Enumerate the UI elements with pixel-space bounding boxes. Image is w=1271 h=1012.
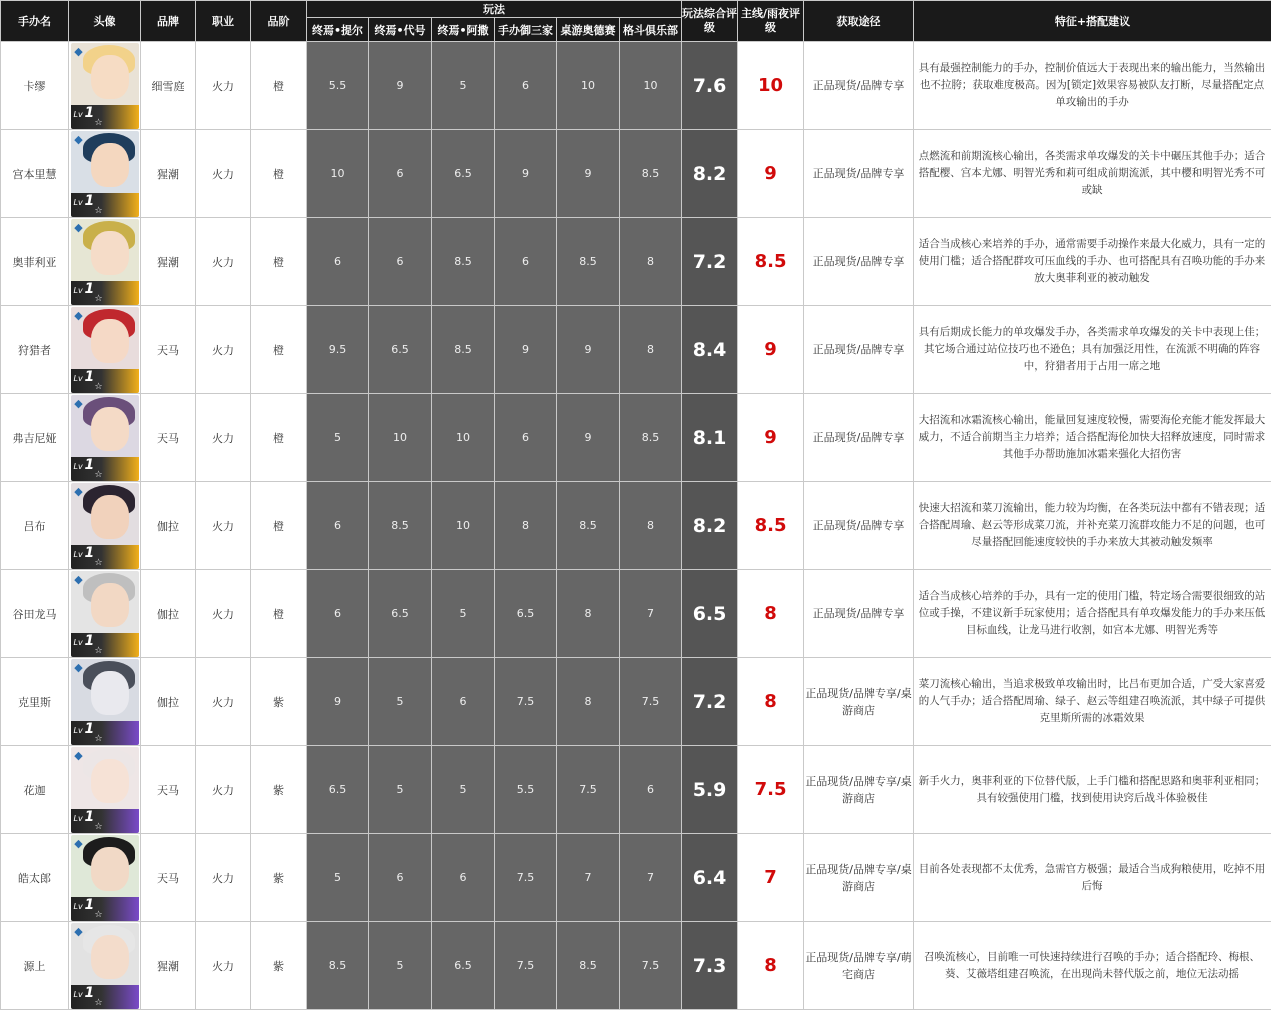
mode-score: 8.5	[307, 922, 369, 1010]
header-overall: 玩法综合评级	[682, 1, 738, 42]
mainline-rating: 8.5	[738, 482, 804, 570]
overall-rating: 7.2	[682, 218, 738, 306]
mode-score: 6.5	[307, 746, 369, 834]
avatar-cell	[69, 922, 141, 1010]
avatar-cell	[69, 834, 141, 922]
mode-score: 10	[432, 394, 495, 482]
mainline-rating: 7.5	[738, 746, 804, 834]
brand-emblem-icon: ◆	[74, 836, 83, 850]
job-cell: 火力	[196, 570, 251, 658]
avatar-cell	[69, 746, 141, 834]
star-icon: ☆	[94, 557, 103, 568]
job-cell: 火力	[196, 746, 251, 834]
character-portrait-icon	[91, 671, 129, 715]
level-label: Lv	[73, 197, 83, 207]
source-route: 正品现货/品牌专享	[804, 130, 914, 218]
overall-rating: 8.2	[682, 482, 738, 570]
overall-rating: 7.3	[682, 922, 738, 1010]
feature-text: 快速大招流和菜刀流输出，能力较为均衡，在各类玩法中都有不错表现；适合搭配周瑜、赵云等形成菜刀流，并补充菜刀流群攻能力不足的问题，也可尽量搭配回能速度较快的手办来放大其被动触发频率	[914, 482, 1271, 570]
level-value: 1	[84, 544, 95, 561]
brand-emblem-icon: ◆	[74, 484, 83, 498]
mode-score: 8	[495, 482, 557, 570]
overall-rating: 8.2	[682, 130, 738, 218]
brand-cell: 伽拉	[141, 570, 196, 658]
feature-text: 适合当成核心培养的手办，具有一定的使用门槛，特定场合需要很细致的站位或手操，不建议新手玩家使用；适合搭配具有单攻爆发能力的手办来压低目标血线，让龙马进行收割，如宫本尤娜、明智光秀等	[914, 570, 1271, 658]
mode-score: 7	[620, 834, 682, 922]
grade-cell: 橙	[251, 394, 307, 482]
header-mode-3: 终焉•阿撒	[432, 18, 495, 42]
star-icon: ☆	[94, 381, 103, 392]
mode-score: 10	[432, 482, 495, 570]
mode-score: 7.5	[557, 746, 620, 834]
grade-cell: 紫	[251, 658, 307, 746]
mode-score: 6	[620, 746, 682, 834]
table-row	[1, 394, 1271, 482]
avatar-cell	[69, 394, 141, 482]
star-icon: ☆	[94, 645, 103, 656]
character-portrait-icon	[91, 495, 129, 539]
mode-score: 6.5	[369, 306, 432, 394]
star-icon: ☆	[94, 205, 103, 216]
mode-score: 5.5	[307, 42, 369, 130]
mode-score: 6	[432, 834, 495, 922]
mode-score: 5	[307, 834, 369, 922]
brand-emblem-icon: ◆	[74, 132, 83, 146]
job-cell: 火力	[196, 218, 251, 306]
header-name: 手办名	[1, 1, 69, 42]
table-row	[1, 130, 1271, 218]
brand-cell: 天马	[141, 834, 196, 922]
brand-cell: 猩潮	[141, 218, 196, 306]
mainline-rating: 8.5	[738, 218, 804, 306]
brand-cell: 猩潮	[141, 922, 196, 1010]
mode-score: 6	[369, 130, 432, 218]
mode-score: 8.5	[432, 306, 495, 394]
brand-cell: 细雪庭	[141, 42, 196, 130]
job-cell: 火力	[196, 482, 251, 570]
mode-score: 7	[557, 834, 620, 922]
figure-name: 源上	[1, 922, 69, 1010]
header-avatar: 头像	[69, 1, 141, 42]
mode-score: 7.5	[495, 834, 557, 922]
mode-score: 6	[495, 42, 557, 130]
overall-rating: 7.6	[682, 42, 738, 130]
header-mode-5: 桌游奥德赛	[557, 18, 620, 42]
level-label: Lv	[73, 285, 83, 295]
source-route: 正品现货/品牌专享	[804, 570, 914, 658]
brand-emblem-icon: ◆	[74, 44, 83, 58]
brand-emblem-icon: ◆	[74, 572, 83, 586]
header-mode-4: 手办御三家	[495, 18, 557, 42]
mode-score: 8	[557, 570, 620, 658]
figure-name: 狩猎者	[1, 306, 69, 394]
level-value: 1	[84, 632, 95, 649]
source-route: 正品现货/品牌专享	[804, 306, 914, 394]
overall-rating: 5.9	[682, 746, 738, 834]
source-route: 正品现货/品牌专享/桌游商店	[804, 658, 914, 746]
header-grade: 品阶	[251, 1, 307, 42]
avatar	[71, 835, 139, 921]
mode-score: 6.5	[495, 570, 557, 658]
figure-name: 克里斯	[1, 658, 69, 746]
grade-cell: 紫	[251, 746, 307, 834]
character-portrait-icon	[91, 847, 129, 891]
mode-score: 6	[369, 218, 432, 306]
character-portrait-icon	[91, 935, 129, 979]
level-label: Lv	[73, 637, 83, 647]
mode-score: 6.5	[369, 570, 432, 658]
feature-text: 新手火力，奥菲利亚的下位替代版，上手门槛和搭配思路和奥菲利亚相同；具有较强使用门槛，找到使用诀窍后战斗体验极佳	[914, 746, 1271, 834]
avatar	[71, 219, 139, 305]
avatar	[71, 659, 139, 745]
job-cell: 火力	[196, 394, 251, 482]
mode-score: 6	[369, 834, 432, 922]
brand-cell: 伽拉	[141, 658, 196, 746]
mode-score: 10	[307, 130, 369, 218]
grade-cell: 橙	[251, 570, 307, 658]
brand-emblem-icon: ◆	[74, 748, 83, 762]
header-mode-1: 终焉•提尔	[307, 18, 369, 42]
character-portrait-icon	[91, 55, 129, 99]
header-brand: 品牌	[141, 1, 196, 42]
brand-cell: 天马	[141, 306, 196, 394]
feature-text: 点燃流和前期流核心输出，各类需求单攻爆发的关卡中碾压其他手办；适合搭配樱、宫本尤娜、明智光秀和莉可组成前期流派，其中樱和明智光秀不可或缺	[914, 130, 1271, 218]
star-icon: ☆	[94, 733, 103, 744]
grade-cell: 橙	[251, 306, 307, 394]
star-icon: ☆	[94, 909, 103, 920]
avatar-cell	[69, 482, 141, 570]
mode-score: 5	[432, 570, 495, 658]
overall-rating: 7.2	[682, 658, 738, 746]
avatar	[71, 131, 139, 217]
avatar	[71, 571, 139, 657]
mode-score: 5	[432, 42, 495, 130]
level-value: 1	[84, 104, 95, 121]
header-job: 职业	[196, 1, 251, 42]
mode-score: 8.5	[620, 394, 682, 482]
avatar-cell	[69, 570, 141, 658]
character-portrait-icon	[91, 231, 129, 275]
source-route: 正品现货/品牌专享/桌游商店	[804, 746, 914, 834]
mode-score: 8.5	[557, 922, 620, 1010]
character-portrait-icon	[91, 583, 129, 627]
mode-score: 6	[495, 218, 557, 306]
overall-rating: 8.4	[682, 306, 738, 394]
figure-name: 卡缪	[1, 42, 69, 130]
avatar-cell	[69, 306, 141, 394]
avatar	[71, 307, 139, 393]
mode-score: 6.5	[432, 130, 495, 218]
mainline-rating: 8	[738, 570, 804, 658]
figure-name: 吕布	[1, 482, 69, 570]
mode-score: 6	[307, 482, 369, 570]
table-row	[1, 834, 1271, 922]
mainline-rating: 9	[738, 306, 804, 394]
character-portrait-icon	[91, 143, 129, 187]
level-label: Lv	[73, 901, 83, 911]
avatar-cell	[69, 42, 141, 130]
mode-score: 7.5	[495, 922, 557, 1010]
star-icon: ☆	[94, 293, 103, 304]
table-header	[1, 1, 1271, 42]
avatar	[71, 395, 139, 481]
job-cell: 火力	[196, 922, 251, 1010]
mode-score: 5	[307, 394, 369, 482]
mode-score: 8	[620, 482, 682, 570]
avatar	[71, 43, 139, 129]
mode-score: 8.5	[557, 218, 620, 306]
grade-cell: 紫	[251, 834, 307, 922]
character-portrait-icon	[91, 759, 129, 803]
mode-score: 9	[557, 130, 620, 218]
job-cell: 火力	[196, 658, 251, 746]
job-cell: 火力	[196, 834, 251, 922]
brand-emblem-icon: ◆	[74, 924, 83, 938]
avatar-cell	[69, 218, 141, 306]
mode-score: 6	[307, 218, 369, 306]
brand-emblem-icon: ◆	[74, 660, 83, 674]
feature-text: 菜刀流核心输出，当追求极致单攻输出时，比吕布更加合适，广受大家喜爱的人气手办；适合搭配周瑜、绿子、赵云等组建召唤流派，其中绿子可提供克里斯所需的冰霜效果	[914, 658, 1271, 746]
feature-text: 具有最强控制能力的手办，控制价值远大于表现出来的输出能力，当然输出也不拉胯；获取难度极高。因为[锁定]效果容易被队友打断，尽量搭配定点单攻输出的手办	[914, 42, 1271, 130]
brand-cell: 天马	[141, 394, 196, 482]
level-label: Lv	[73, 109, 83, 119]
feature-text: 大招流和冰霜流核心输出，能量回复速度较慢，需要海伦充能才能发挥最大威力，不适合前期当主力培养；适合搭配海伦加快大招释放速度，同时需求其他手办帮助施加冰霜来强化大招伤害	[914, 394, 1271, 482]
header-feature: 特征+搭配建议	[914, 1, 1271, 42]
grade-cell: 橙	[251, 482, 307, 570]
job-cell: 火力	[196, 306, 251, 394]
star-icon: ☆	[94, 821, 103, 832]
header-source: 获取途径	[804, 1, 914, 42]
mode-score: 5	[369, 658, 432, 746]
job-cell: 火力	[196, 42, 251, 130]
brand-cell: 天马	[141, 746, 196, 834]
mainline-rating: 8	[738, 658, 804, 746]
source-route: 正品现货/品牌专享	[804, 42, 914, 130]
level-value: 1	[84, 720, 95, 737]
avatar-cell	[69, 658, 141, 746]
mode-score: 8.5	[369, 482, 432, 570]
grade-cell: 橙	[251, 42, 307, 130]
brand-cell: 伽拉	[141, 482, 196, 570]
grade-cell: 橙	[251, 218, 307, 306]
grade-cell: 橙	[251, 130, 307, 218]
mode-score: 7.5	[495, 658, 557, 746]
mode-score: 9	[369, 42, 432, 130]
table-row	[1, 482, 1271, 570]
table-row	[1, 306, 1271, 394]
mode-score: 7	[620, 570, 682, 658]
source-route: 正品现货/品牌专享	[804, 218, 914, 306]
mode-score: 9.5	[307, 306, 369, 394]
level-value: 1	[84, 280, 95, 297]
mainline-rating: 9	[738, 394, 804, 482]
mode-score: 10	[369, 394, 432, 482]
level-label: Lv	[73, 989, 83, 999]
avatar	[71, 483, 139, 569]
level-label: Lv	[73, 461, 83, 471]
figure-name: 弗吉尼娅	[1, 394, 69, 482]
feature-text: 目前各处表现都不太优秀，急需官方极强；最适合当成狗粮使用，吃掉不用后悔	[914, 834, 1271, 922]
source-route: 正品现货/品牌专享	[804, 394, 914, 482]
star-icon: ☆	[94, 997, 103, 1008]
brand-emblem-icon: ◆	[74, 396, 83, 410]
level-label: Lv	[73, 813, 83, 823]
brand-cell: 猩潮	[141, 130, 196, 218]
mainline-rating: 7	[738, 834, 804, 922]
level-value: 1	[84, 896, 95, 913]
mode-score: 8	[620, 218, 682, 306]
table-row	[1, 922, 1271, 1010]
header-mainline: 主线/雨夜评级	[738, 1, 804, 42]
table-row	[1, 42, 1271, 130]
avatar	[71, 747, 139, 833]
mode-score: 10	[557, 42, 620, 130]
table-row	[1, 218, 1271, 306]
brand-emblem-icon: ◆	[74, 308, 83, 322]
table-row	[1, 570, 1271, 658]
feature-text: 适合当成核心来培养的手办，通常需要手动操作来最大化威力，具有一定的使用门槛；适合搭配群攻可压血线的手办、也可搭配具有召唤功能的手办来放大奥菲利亚的被动触发	[914, 218, 1271, 306]
brand-emblem-icon: ◆	[74, 220, 83, 234]
source-route: 正品现货/品牌专享/桌游商店	[804, 834, 914, 922]
source-route: 正品现货/品牌专享/萌宅商店	[804, 922, 914, 1010]
mode-score: 5	[432, 746, 495, 834]
mode-score: 10	[620, 42, 682, 130]
mainline-rating: 9	[738, 130, 804, 218]
header-play-group: 玩法	[307, 1, 682, 18]
overall-rating: 6.5	[682, 570, 738, 658]
avatar	[71, 923, 139, 1009]
table-row	[1, 658, 1271, 746]
level-label: Lv	[73, 725, 83, 735]
mode-score: 5.5	[495, 746, 557, 834]
mode-score: 9	[495, 130, 557, 218]
mainline-rating: 8	[738, 922, 804, 1010]
mode-score: 9	[307, 658, 369, 746]
mode-score: 6	[307, 570, 369, 658]
figure-name: 谷田龙马	[1, 570, 69, 658]
mode-score: 8.5	[432, 218, 495, 306]
table-body	[1, 42, 1271, 1010]
table-row	[1, 746, 1271, 834]
grade-cell: 紫	[251, 922, 307, 1010]
overall-rating: 8.1	[682, 394, 738, 482]
overall-rating: 6.4	[682, 834, 738, 922]
mode-score: 8.5	[620, 130, 682, 218]
star-icon: ☆	[94, 469, 103, 480]
level-value: 1	[84, 984, 95, 1001]
star-icon: ☆	[94, 117, 103, 128]
header-mode-2: 终焉•代号	[369, 18, 432, 42]
figure-name: 宫本里慧	[1, 130, 69, 218]
character-portrait-icon	[91, 319, 129, 363]
level-value: 1	[84, 192, 95, 209]
mode-score: 8	[557, 658, 620, 746]
figure-name: 奥菲利亚	[1, 218, 69, 306]
mode-score: 6	[432, 658, 495, 746]
mode-score: 9	[557, 306, 620, 394]
mode-score: 7.5	[620, 658, 682, 746]
level-value: 1	[84, 368, 95, 385]
mode-score: 6	[495, 394, 557, 482]
level-label: Lv	[73, 373, 83, 383]
mode-score: 9	[557, 394, 620, 482]
mode-score: 6.5	[432, 922, 495, 1010]
character-portrait-icon	[91, 407, 129, 451]
level-value: 1	[84, 808, 95, 825]
level-value: 1	[84, 456, 95, 473]
mode-score: 7.5	[620, 922, 682, 1010]
mode-score: 8.5	[557, 482, 620, 570]
figure-name: 花迦	[1, 746, 69, 834]
mainline-rating: 10	[738, 42, 804, 130]
mode-score: 9	[495, 306, 557, 394]
mode-score: 8	[620, 306, 682, 394]
avatar-cell	[69, 130, 141, 218]
mode-score: 5	[369, 922, 432, 1010]
job-cell: 火力	[196, 130, 251, 218]
source-route: 正品现货/品牌专享	[804, 482, 914, 570]
mode-score: 5	[369, 746, 432, 834]
feature-text: 具有后期成长能力的单攻爆发手办，各类需求单攻爆发的关卡中表现上佳；其它场合通过站位技巧也不逊色；具有加强泛用性，在流派不明确的阵容中，狩猎者用于占用一席之地	[914, 306, 1271, 394]
header-mode-6: 格斗俱乐部	[620, 18, 682, 42]
level-label: Lv	[73, 549, 83, 559]
figure-name: 皓太郎	[1, 834, 69, 922]
feature-text: 召唤流核心，目前唯一可快速持续进行召唤的手办；适合搭配玲、梅根、葵、艾薇塔组建召唤流，在出现尚未替代版之前，地位无法动摇	[914, 922, 1271, 1010]
